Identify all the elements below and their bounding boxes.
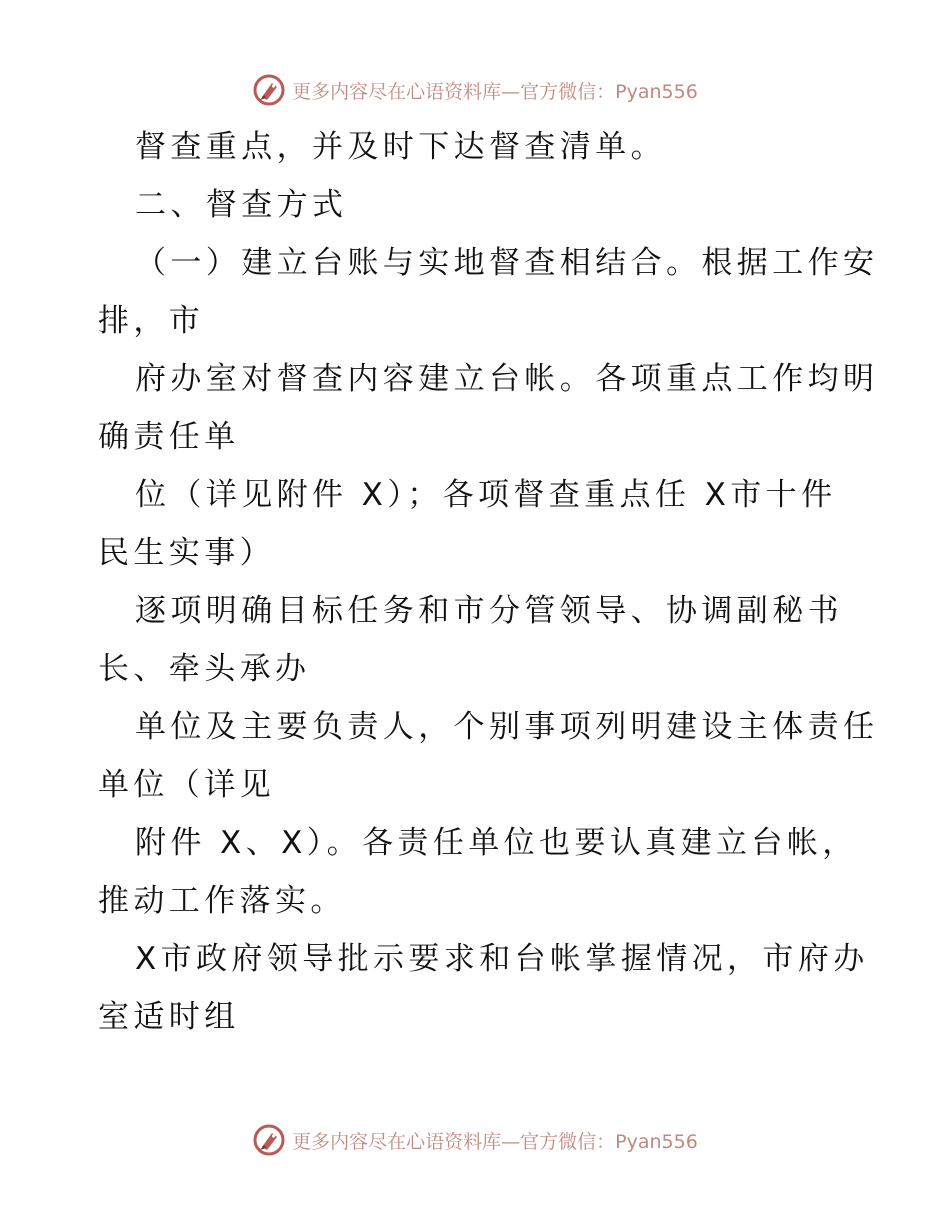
text-line: X市政府领导批示要求和台帐掌握情况，市府办 [135,941,869,977]
header-watermark [0,70,950,110]
text-line: 督查重点，并及时下达督查清单。 [135,129,666,165]
pen-nib-logo-icon [252,73,286,107]
text-line: 位（详见附件 X）；各项督查重点任 X市十件 [135,477,837,513]
text-line: 民生实事） [98,535,275,571]
document-body [98,118,879,1046]
text-line: 单位及主要负责人，个别事项列明建设主体责任 [135,709,879,745]
footer-watermark [0,1120,950,1160]
text-line: 推动工作落实。 [98,883,346,919]
watermark-slogan: 更多内容尽在心语资料库—官方微信： [292,80,616,103]
watermark-wechat-id: Pyan556 [615,1130,698,1153]
text-line: 二、督查方式 [135,187,348,223]
watermark-text [292,1127,698,1154]
text-line: 单位（详见 [98,767,275,803]
watermark-text [292,77,698,104]
text-line: 逐项明确目标任务和市分管领导、协调副秘书 [135,593,843,629]
text-line: （一）建立台账与实地督查相结合。根据工作安 [135,245,879,281]
watermark-wechat-id: Pyan556 [615,80,698,103]
text-line: 确责任单 [98,419,240,455]
watermark-slogan: 更多内容尽在心语资料库—官方微信： [292,1130,616,1153]
text-line: 长、牵头承办 [98,651,311,687]
text-line: 排，市 [98,303,205,339]
text-line: 附件 X、X）。各责任单位也要认真建立台帐， [135,825,858,861]
text-line: 府办室对督查内容建立台帐。各项重点工作均明 [135,361,879,397]
text-line: 室适时组 [98,999,240,1035]
pen-nib-logo-icon [252,1123,286,1157]
